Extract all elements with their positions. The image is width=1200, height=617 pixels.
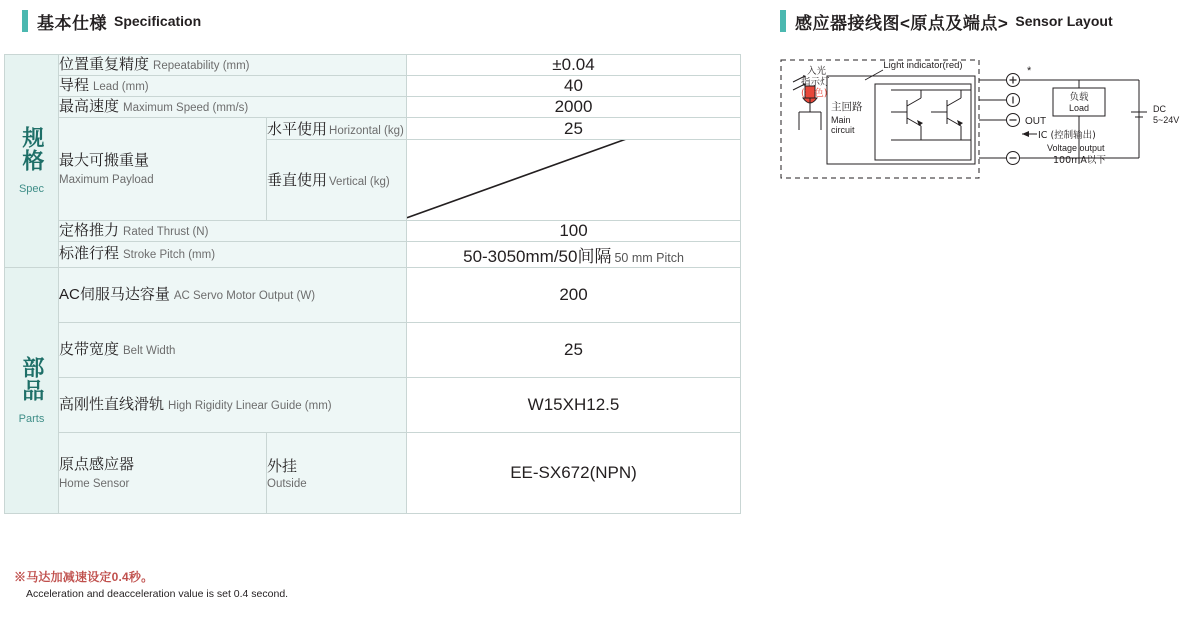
label-cn: 最高速度 — [59, 98, 120, 115]
label-cn: 皮带宽度 — [59, 340, 120, 358]
row-value-linear-guide: W15XH12.5 — [407, 377, 741, 432]
table-row — [5, 220, 741, 241]
label-en: High Rigidity Linear Guide (mm) — [168, 399, 332, 412]
label-cn: 定格推力 — [59, 221, 120, 239]
label-en: AC Servo Motor Output (W) — [173, 289, 316, 302]
label-en: Home Sensor — [59, 477, 130, 490]
main-circuit-label-en-1: Main — [831, 115, 851, 125]
sensor-layout-section-header — [780, 8, 1113, 34]
row-label-max-speed — [59, 97, 407, 118]
row-sublabel-vertical — [267, 140, 407, 221]
row-value-ac-servo-motor: 200 — [407, 267, 741, 322]
row-label-ac-servo-motor — [59, 267, 407, 322]
row-label-linear-guide — [59, 377, 407, 432]
group-label-cn: 部品 — [19, 355, 45, 402]
dc-label-line1: DC — [1153, 104, 1166, 114]
label-en: Maximum Payload — [59, 173, 154, 186]
row-value-home-sensor: EE-SX672(NPN) — [407, 432, 741, 513]
table-row — [5, 241, 741, 267]
row-label-repeatability — [59, 55, 407, 76]
diagonal-strike-icon — [407, 140, 740, 220]
row-label-belt-width — [59, 322, 407, 377]
specification-title-cn: 基本仕様 — [37, 13, 107, 33]
row-value-lead: 40 — [407, 76, 741, 97]
sublabel-en: Vertical (kg) — [329, 176, 390, 189]
dc-label-line2: 5~24V — [1153, 115, 1180, 125]
sensor-layout-title-cn: 感应器接线图<原点及端点> — [795, 13, 1009, 33]
table-row — [5, 267, 741, 322]
footnote-cn: ※马达加减速设定0.4秒。 — [14, 570, 154, 584]
inner-circuit-box — [875, 84, 971, 160]
row-value-stroke-pitch — [407, 241, 741, 267]
ic-output-arrow-icon — [1022, 131, 1037, 137]
label-en: Belt Width — [123, 344, 176, 357]
specification-title-en: Specification — [114, 13, 202, 29]
table-row — [5, 76, 741, 97]
out-terminal-label: OUT — [1025, 116, 1047, 127]
label-en: Repeatability (mm) — [153, 60, 250, 72]
label-cn: AC伺服马达容量 — [59, 285, 170, 303]
voltage-output-label-cn: 100mA以下 — [1053, 155, 1106, 166]
light-label-cn-2: 指示灯 — [801, 77, 830, 88]
sublabel-cn: 外挂 — [267, 458, 298, 476]
label-en: Rated Thrust (N) — [123, 225, 209, 238]
label-cn: 位置重复精度 — [59, 56, 150, 73]
stroke-pitch-value: 50-3050mm/50间隔 — [463, 246, 612, 266]
table-row — [5, 432, 741, 513]
group-cell-parts — [5, 267, 59, 513]
row-value-rated-thrust: 100 — [407, 220, 741, 241]
group-label-cn: 规格 — [19, 126, 45, 173]
row-sublabel-horizontal — [267, 118, 407, 140]
row-sublabel-outside — [267, 432, 407, 513]
sublabel-cn: 垂直使用 — [267, 172, 328, 190]
table-row — [5, 377, 741, 432]
label-en: Lead (mm) — [93, 81, 149, 93]
table-row — [5, 118, 741, 140]
footnote — [14, 568, 714, 600]
footnote-en: Acceleration and deacceleration value is set 0.4 second. — [26, 588, 289, 600]
light-label-cn-3: (红色) — [801, 88, 828, 99]
load-label-en: Load — [1068, 103, 1090, 113]
ic-label: IC (控制输出) — [1038, 130, 1096, 141]
row-label-lead — [59, 76, 407, 97]
sublabel-en: Horizontal (kg) — [329, 125, 404, 137]
specification-table — [4, 54, 741, 514]
label-cn: 标准行程 — [59, 245, 120, 263]
table-row — [5, 55, 741, 76]
label-en: Stroke Pitch (mm) — [123, 249, 216, 262]
label-cn: 最大可搬重量 — [59, 151, 150, 169]
row-value-repeatability: ±0.04 — [407, 55, 741, 76]
terminal-circles-icon — [1007, 74, 1020, 165]
row-label-max-payload — [59, 118, 267, 221]
light-indicator-label: Light indicator(red) — [883, 60, 963, 71]
main-circuit-label-en-2: circuit — [831, 125, 855, 135]
label-cn: 高刚性直线滑轨 — [59, 395, 165, 413]
row-label-stroke-pitch — [59, 241, 407, 267]
sensor-wiring-diagram — [779, 54, 1195, 199]
row-value-belt-width: 25 — [407, 322, 741, 377]
table-row — [5, 322, 741, 377]
row-value-max-speed: 2000 — [407, 97, 741, 118]
row-value-payload-vertical-empty — [407, 140, 741, 221]
label-cn: 原点感应器 — [59, 455, 135, 473]
sensor-diagram-svg — [779, 54, 1195, 199]
row-value-payload-horizontal: 25 — [407, 118, 741, 140]
group-label-en: Spec — [18, 183, 45, 196]
light-label-cn-1: 入光 — [807, 66, 827, 77]
group-label-en: Parts — [18, 412, 45, 425]
row-label-rated-thrust — [59, 220, 407, 241]
specification-section-header — [22, 8, 201, 34]
label-cn: 导程 — [59, 77, 90, 94]
row-label-home-sensor — [59, 432, 267, 513]
group-cell-spec — [5, 55, 59, 268]
label-en: Maximum Speed (mm/s) — [123, 102, 249, 114]
asterisk-marker: * — [1027, 65, 1032, 77]
voltage-output-label-en: Voltage output — [1047, 143, 1105, 153]
accent-bar — [780, 10, 786, 32]
transistor-symbols-icon — [891, 90, 971, 140]
load-label-cn: 负载 — [1069, 92, 1089, 103]
sensor-layout-title-en: Sensor Layout — [1015, 13, 1113, 29]
main-circuit-label-cn: 主回路 — [831, 101, 863, 113]
sublabel-cn: 水平使用 — [267, 121, 328, 138]
table-row — [5, 97, 741, 118]
lead-wires — [979, 80, 1007, 158]
stroke-pitch-note: 50 mm Pitch — [614, 250, 684, 265]
accent-bar — [22, 10, 28, 32]
sublabel-en: Outside — [267, 478, 307, 491]
